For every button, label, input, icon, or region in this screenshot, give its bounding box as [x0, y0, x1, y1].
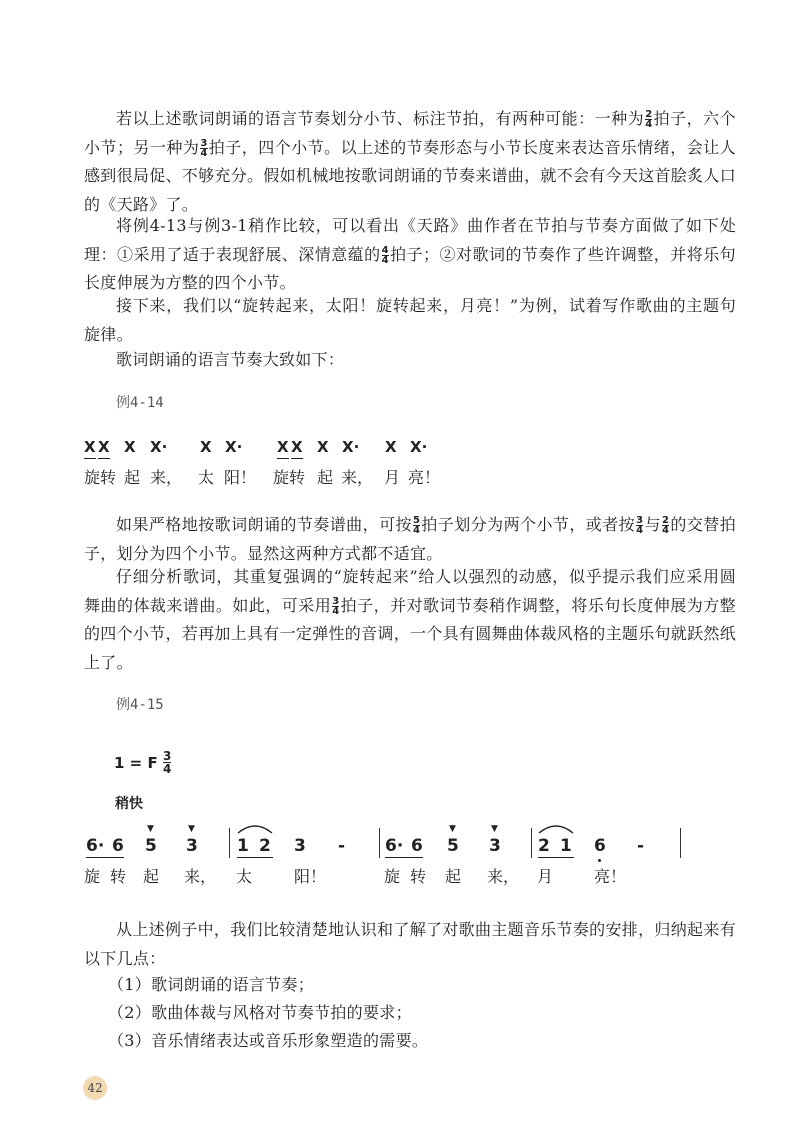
- rhythm-note: X·: [342, 438, 360, 456]
- example-4-15-label: 例4-15: [116, 697, 164, 713]
- lyric-word: 来，: [150, 468, 183, 487]
- rhythm-note: X: [84, 438, 96, 456]
- lyric-word: 月: [537, 867, 554, 886]
- melody-note: -: [338, 836, 346, 856]
- accent-mark: ▼: [147, 824, 154, 834]
- tempo-marking: 稍快: [115, 796, 143, 812]
- rhythm-note: X: [98, 438, 110, 456]
- list-item: （3）音乐情绪表达或音乐形象塑造的需要。: [108, 1031, 429, 1050]
- fraction-5-4: $\frac{5}{4}$: [412, 515, 421, 536]
- lyric-word: 起: [445, 867, 462, 886]
- para2-text-a: 将例4-13与例3-1稍作比较，可以看出《天路》曲作者在节拍与节奏方面做了如下处理：①采用了适于表现舒展、深情意蕴的: [84, 216, 736, 264]
- bar-line: [379, 828, 380, 858]
- slur-mark: [537, 822, 575, 834]
- example-4-14-label: 例4-14: [116, 395, 164, 411]
- rhythm-note: X·: [150, 438, 168, 456]
- bar-line: [229, 828, 230, 858]
- accent-mark: ▼: [449, 824, 456, 834]
- lyric-word: 起: [124, 468, 141, 487]
- melody-note: 6: [112, 836, 124, 856]
- lyric-word: 旋: [384, 867, 401, 886]
- eighth-beam: [86, 857, 124, 858]
- meter-3-4: $\frac{3}{4}$: [163, 749, 172, 776]
- melody-note: 6·: [385, 836, 404, 856]
- fraction-3-4: $\frac{3}{4}$: [332, 595, 340, 617]
- fraction-2-4: $\frac{2}{4}$: [645, 109, 653, 130]
- para1-text-a: 若以上述歌词朗诵的语言节奏划分小节、标注节拍，有两种可能：一种为: [116, 109, 645, 128]
- fraction-4-4: $\frac{4}{4}$: [381, 244, 389, 266]
- rhythm-note: X: [277, 438, 289, 456]
- page-number: 42: [83, 1076, 107, 1100]
- melody-note: 6: [594, 836, 606, 856]
- para5-text-c: 与: [644, 515, 661, 534]
- eighth-beam: [538, 857, 574, 858]
- melody-note: 3: [186, 836, 198, 856]
- para5-text-d: 的交替拍子，划分为四个小节。显然这两种方式都不适宜。: [84, 515, 737, 563]
- list-item: （1）歌词朗诵的语言节奏；: [108, 975, 315, 994]
- lyric-word: 来，: [487, 867, 520, 886]
- lyric-word: 亮！: [594, 867, 627, 886]
- melody-note: 2: [259, 836, 271, 856]
- melody-note: 3: [294, 836, 306, 856]
- lyric-word: 旋: [84, 867, 101, 886]
- bar-line: [531, 828, 532, 858]
- lyric-word: 来，: [184, 867, 217, 886]
- melody-note: 1: [560, 836, 572, 856]
- lyric-word: 阳！: [224, 468, 257, 487]
- fraction-3-4: $\frac{3}{4}$: [636, 515, 644, 536]
- melody-note: 6·: [86, 836, 105, 856]
- paragraph-7: 从上述例子中，我们比较清楚地认识和了解了对歌曲主题音乐节奏的安排，归纳起来有以下几点：: [84, 920, 736, 968]
- rhythm-note: X·: [225, 438, 243, 456]
- accent-mark: ▼: [491, 824, 498, 834]
- para6-text-b: 拍子，并对歌词节奏稍作调整，将乐句长度伸展为方整的四个小节，若再加上具有一定弹性的音调，一个具有圆舞曲体裁风格的主题乐句就跃然纸上了。: [84, 595, 737, 672]
- para5-text-a: 如果严格地按歌词朗诵的节奏谱曲，可按: [116, 515, 412, 534]
- lyric-word: 亮！: [408, 468, 441, 487]
- lyric-word: 太: [236, 867, 253, 886]
- melody-note: 5: [145, 836, 157, 856]
- lyric-word: 月: [384, 468, 401, 487]
- paragraph-2: [84, 212, 736, 298]
- melody-note: 1: [237, 836, 249, 856]
- lyric-word: 阳！: [294, 867, 327, 886]
- para5-text-b: 拍子划分为两个小节，或者按: [421, 515, 636, 534]
- rhythm-note: X·: [410, 438, 428, 456]
- accent-mark: ▼: [188, 824, 195, 834]
- rhythm-note: X: [291, 438, 303, 456]
- para1-text-c: 拍子，四个小节。以上述的节奏形态与小节长度来表达音乐情绪，会让人感到很局促、不够充分。假如机械地按歌词朗诵的节奏来谱曲，就不会有今天这首脍炙人口的《天路》了。: [84, 137, 737, 214]
- rhythm-note: X: [385, 438, 397, 456]
- bar-line: [680, 828, 681, 858]
- rhythm-note: X: [317, 438, 329, 456]
- low-octave-dot: [598, 859, 601, 862]
- paragraph-5: [84, 511, 736, 568]
- key-signature: 1 = F: [114, 754, 158, 772]
- rhythm-note: X: [200, 438, 212, 456]
- melody-note: 6: [411, 836, 423, 856]
- eighth-beam: [237, 857, 273, 858]
- melody-note: 2: [538, 836, 550, 856]
- rhythm-note: X: [124, 438, 136, 456]
- para1-text-b: 拍子，六个小节；另一种为: [84, 109, 736, 157]
- paragraph-4: 歌词朗诵的语言节奏大致如下：: [116, 350, 345, 369]
- lyric-word: 转: [410, 867, 427, 886]
- lyric-word: 旋转: [84, 468, 117, 487]
- list-item: （2）歌曲体裁与风格对节奏节拍的要求；: [108, 1003, 412, 1022]
- paragraph-3: 接下来，我们以“旋转起来，太阳！旋转起来，月亮！”为例，试着写作歌曲的主题句旋律。: [84, 296, 736, 344]
- lyric-word: 旋转: [273, 468, 306, 487]
- lyric-word: 转: [110, 867, 127, 886]
- fraction-2-4: $\frac{2}{4}$: [661, 515, 670, 536]
- paragraph-6: [84, 563, 736, 677]
- melody-note: 5: [447, 836, 459, 856]
- para6-text-a: 仔细分析歌词，其重复强调的“旋转起来”给人以强烈的动感，似乎提示我们应采用圆舞曲的体裁来谱曲。如此，可采用: [84, 567, 736, 615]
- eighth-beam: [385, 857, 423, 858]
- melody-note: -: [637, 836, 645, 856]
- slur-mark: [236, 822, 274, 834]
- melody-note: 3: [489, 836, 501, 856]
- lyric-word: 来，: [341, 468, 374, 487]
- fraction-3-4: $\frac{3}{4}$: [200, 137, 208, 159]
- lyric-word: 太: [198, 468, 215, 487]
- lyric-word: 起: [317, 468, 334, 487]
- para2-text-b: 拍子；②对歌词的节奏作了些许调整，并将乐句长度伸展为方整的四个小节。: [84, 244, 736, 292]
- lyric-word: 起: [143, 867, 160, 886]
- paragraph-1: [84, 105, 736, 219]
